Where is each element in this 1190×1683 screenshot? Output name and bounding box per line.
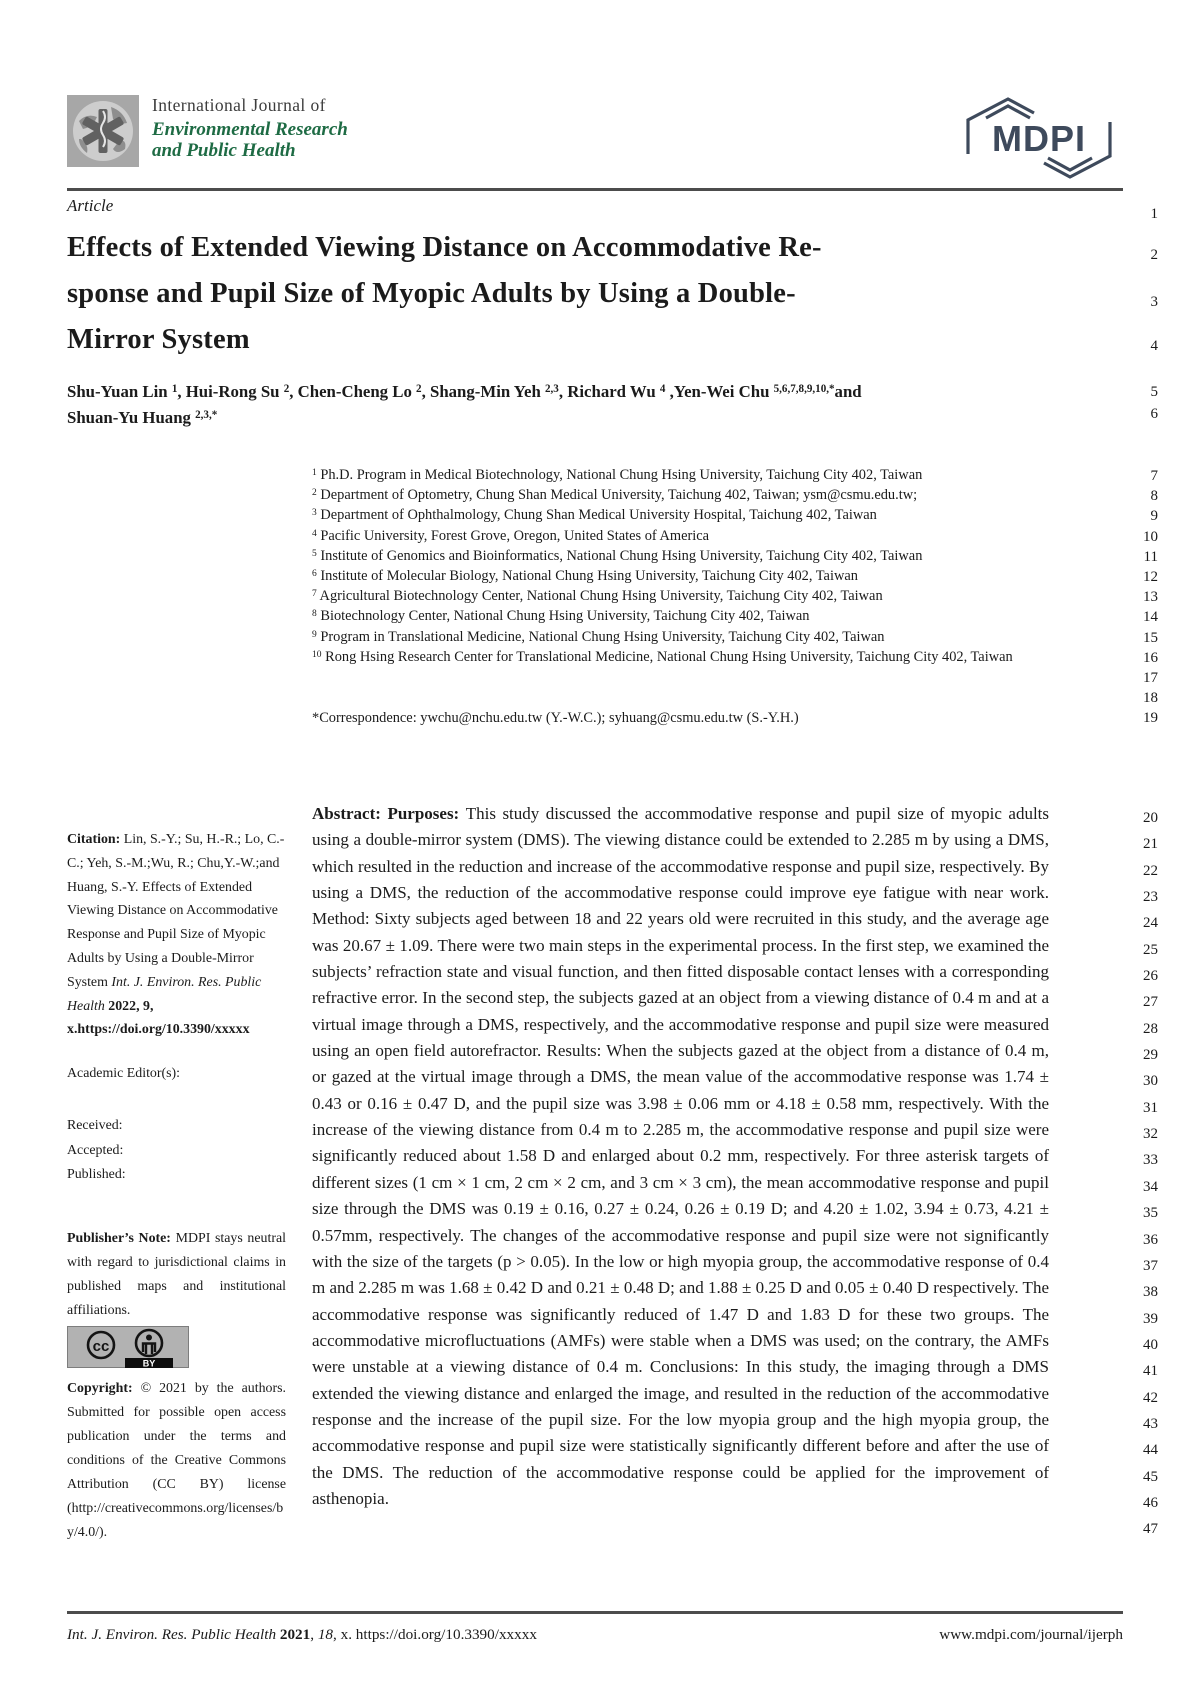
author-list — [67, 379, 1052, 431]
publisher-note: Publisher’s Note: MDPI stays neutral with regard to jurisdictional claims in published maps and institutional affiliations. — [67, 1231, 286, 1318]
affiliation-list — [312, 465, 1049, 667]
cc-glyph: cc — [92, 1338, 110, 1355]
journal-name-line3: and Public Health — [152, 139, 296, 161]
journal-name-line1: International Journal of — [152, 95, 326, 115]
paper-title-line1: Effects of Extended Viewing Distance on Accommodative Re- — [67, 232, 822, 263]
affiliation-item: $^5$ Institute of Genomics and Bioinformatics, National Chung Hsing University, Taichung City 402, Taiwan — [312, 547, 923, 564]
paper-title-line3: Mirror System — [67, 324, 250, 356]
citation-block: Citation: Lin, S.-Y.; Su, H.-R.; Lo, C.-C.; Yeh, S.-M.;Wu, R.; Chu,Y.-W.;and Huang, S.-Y. Effects of Extended Viewing Distance on Accommodative Response and Pupil Size of Myopic Adults by Using a Double-Mirror System Int. J. Environ. Res. Public Health 2022, 9, x.https://doi.org/10.3390/xxxxx — [67, 832, 285, 1038]
footer-journal-citation: Int. J. Environ. Res. Public Health 2021, 18, x. https://doi.org/10.3390/xxxxx — [67, 1626, 537, 1643]
journal-name — [152, 97, 348, 161]
affiliation-item: $^7$ Agricultural Biotechnology Center, National Chung Hsing University, Taichung City 402, Taiwan — [312, 588, 883, 605]
academic-editor-label: Academic Editor(s): — [67, 1066, 181, 1081]
correspondence-line: *Correspondence: ywchu@nchu.edu.tw (Y.-W.C.); syhuang@csmu.edu.tw (S.-Y.H.) — [312, 710, 799, 726]
affiliation-item: $^9$ Program in Translational Medicine, National Chung Hsing University, Taichung City 402, Taiwan — [312, 628, 885, 645]
footer-journal-url: www.mdpi.com/journal/ijerph — [939, 1626, 1123, 1643]
author-line1: Shu-Yuan Lin $^1$, Hui-Rong Su $^2$, Chen-Cheng Lo $^2$, Shang-Min Yeh $^{2,3}$, Richard Wu $^4$ ,Yen-Wei Chu $^{5,6,7,8,9,10,*}$and — [67, 382, 862, 401]
paper-title-line2: sponse and Pupil Size of Myopic Adults by Using a Double- — [67, 278, 796, 310]
header-divider — [67, 188, 1123, 191]
journal-globe-logo-icon — [67, 95, 139, 167]
line-number-column-abstract: 20 21 22 23 24 25 26 27 28 29 30 31 32 33 34 35 36 37 38 39 40 41 42 43 44 45 46 47 — [1143, 810, 1158, 1538]
history-dates — [67, 1114, 286, 1188]
affiliation-item: $^{10}$ Rong Hsing Research Center for Translational Medicine, National Chung Hsing University, Taichung City 402, Taiwan — [312, 648, 1013, 665]
affiliation-item: $^2$ Department of Optometry, Chung Shan Medical University, Taichung 402, Taiwan; ysm@csmu.edu.tw; — [312, 487, 918, 504]
affiliation-item: $^8$ Biotechnology Center, National Chung Hsing University, Taichung City 402, Taiwan — [312, 608, 810, 625]
copyright-block: Copyright: © 2021 by the authors. Submitted for possible open access publication under the terms and conditions of the Creative Commons Attribution (CC BY) license (http://creativecommons.org/licenses/by/4.0/). — [67, 1381, 286, 1540]
received-label: Received: — [67, 1118, 123, 1133]
journal-name-line2: Environmental Research — [152, 118, 348, 140]
article-type-label: Article — [67, 196, 114, 215]
line-number-column-title: 1 2 3 4 5 6 — [1150, 206, 1158, 422]
affiliation-item: $^3$ Department of Ophthalmology, Chung Shan Medical University Hospital, Taichung 402, Taiwan — [312, 507, 877, 524]
published-label: Published: — [67, 1167, 126, 1183]
affiliation-item: $^4$ Pacific University, Forest Grove, Oregon, United States of America — [312, 527, 710, 544]
affiliation-item: $^6$ Institute of Molecular Biology, National Chung Hsing University, Taichung City 402, Taiwan — [312, 568, 858, 585]
affiliation-item: $^1$ Ph.D. Program in Medical Biotechnology, National Chung Hsing University, Taichung City 402, Taiwan — [312, 467, 923, 483]
mdpi-logo-text: MDPI — [992, 118, 1086, 159]
mdpi-logo-icon — [958, 96, 1120, 180]
author-line2: Shuan-Yu Huang $^{2,3,*}$ — [67, 407, 218, 427]
cc-by-license-badge-icon — [67, 1326, 189, 1368]
accepted-label: Accepted: — [67, 1142, 124, 1158]
footer-divider — [67, 1611, 1123, 1614]
paper-title — [67, 225, 1052, 364]
line-number-column-affiliations: 7 8 9 10 11 12 13 14 15 16 17 18 19 — [1143, 468, 1158, 727]
by-glyph: BY — [142, 1358, 156, 1368]
abstract-paragraph: Abstract: Purposes: This study discussed the accommodative response and pupil size of myopic adults using a double-mirror system (DMS). The viewing distance could be extended to 2.285 m by using a DMS, which resulted in the reduction and increase of the accommodative response and pupil size, respectively. By using a DMS, the reduction of the accommodative response could improve eye fatigue with near work. Method: Sixty subjects aged between 18 and 22 years old were recruited in this study, and the average age was 20.67 ± 1.09. There were two main steps in the experimental process. In the first step, we examined the subjects’ refraction state and visual function, and then fitted disposable contact lenses with a corresponding refractive error. In the second step, the subjects gazed at an object from a viewing distance of 0.4 m and at a virtual image through a DMS, respectively, and the accommodative response and pupil size were measured using an open field autorefractor. Results: When the subjects gazed at the object from a distance of 0.4 m, or gazed at the virtual image through a DMS, the mean value of the accommodative response was 1.74 ± 0.43 or 0.16 ± 0.47 D, and the pupil size was 3.98 ± 0.06 mm or 4.18 ± 0.58 mm, respectively. With the increase of the viewing distance from 0.4 m to 2.285 m, the accommodative response and pupil size were significantly reduced about 1.58 D and enlarged about 0.2 mm, respectively. For three asterisk targets of different sizes (1 cm × 1 cm, 2 cm × 2 cm, and 3 cm × 3 cm), the mean accommodative response and pupil size through the DMS was 0.19 ± 0.16, 0.27 ± 0.24, 0.26 ± 0.19 D; and 4.20 ± 1.02, 3.94 ± 0.73, 4.21 ± 0.57mm, respectively. The changes of the accommodative response and pupil size were not significantly with the size of the targets (p > 0.05). In the low or high myopia group, the accommodative response of 0.4 m and 2.285 m was 1.68 ± 0.42 D and 0.21 ± 0.48 D; and 1.88 ± 0.25 D and 0.05 ± 0.40 D respectively. The accommodative response was significantly reduced of 1.47 D and 1.83 D for these two groups. The accommodative microfluctuations (AMFs) were stable when a DMS was used; on the contrary, the AMFs were unstable at a viewing distance of 0.4 m. Conclusions: In this study, the imaging through a DMS extended the viewing distance and enlarged the image, and resulted in the reduction of the accommodative response and the increase of the pupil size. For the low myopia group and the high myopia group, the accommodative response and pupil size were statistically significantly different before and after the use of the DMS. The reduction of the accommodative response could be applied for the improvement of asthenopia. — [312, 804, 1050, 1508]
